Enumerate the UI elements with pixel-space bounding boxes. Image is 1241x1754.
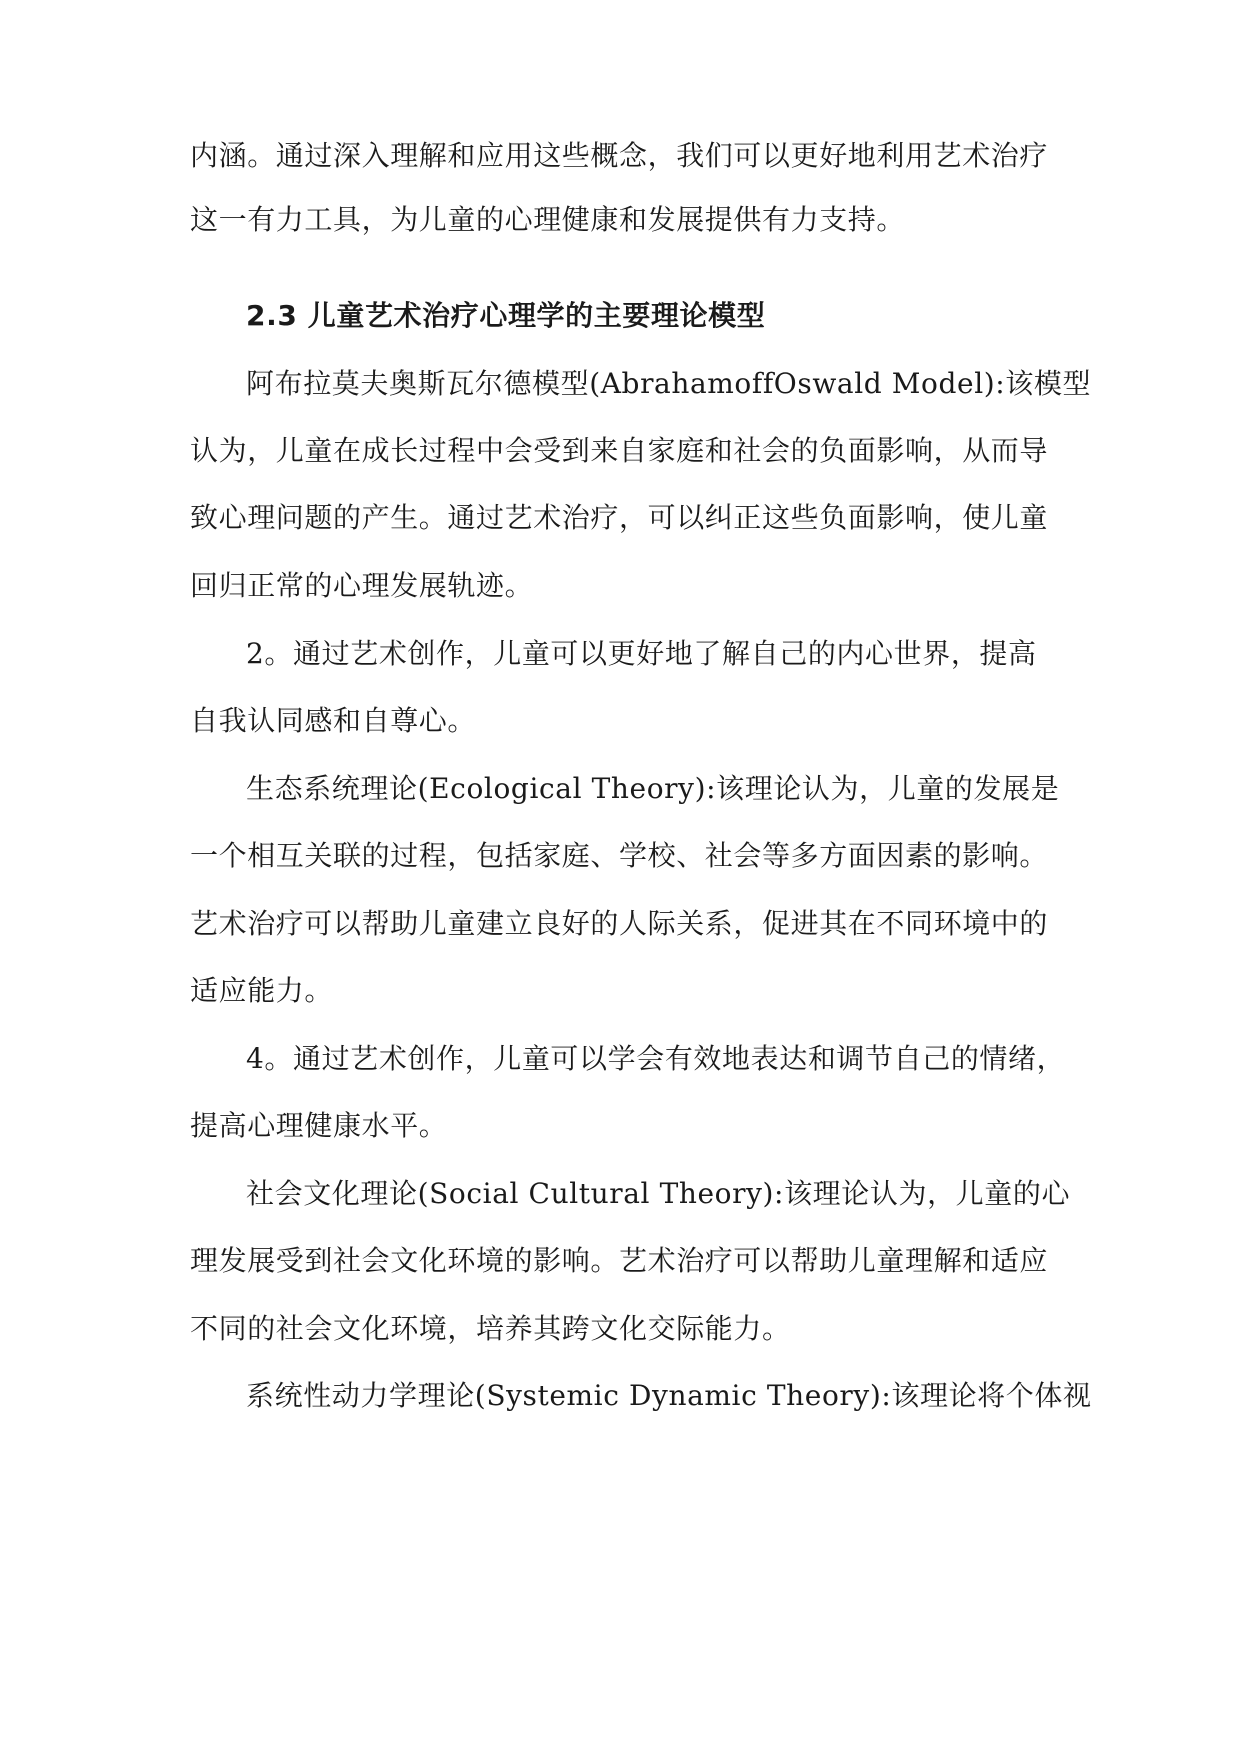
paragraph-line: 自我认同感和自尊心。 bbox=[190, 704, 477, 737]
paragraph-line: 理发展受到社会文化环境的影响。艺术治疗可以帮助儿童理解和适应 bbox=[190, 1244, 1049, 1277]
paragraph-line: 艺术治疗可以帮助儿童建立良好的人际关系，促进其在不同环境中的 bbox=[190, 907, 1049, 940]
section-heading: 2.3 儿童艺术治疗心理学的主要理论模型 bbox=[246, 299, 766, 332]
paragraph-line: 4。通过艺术创作，儿童可以学会有效地表达和调节自己的情绪， bbox=[246, 1042, 1066, 1075]
paragraph-line: 不同的社会文化环境，培养其跨文化交际能力。 bbox=[190, 1312, 791, 1345]
paragraph-line: 这一有力工具，为儿童的心理健康和发展提供有力支持。 bbox=[190, 203, 906, 236]
paragraph-line: 适应能力。 bbox=[190, 974, 334, 1007]
paragraph-line: 2。通过艺术创作，儿童可以更好地了解自己的内心世界，提高 bbox=[246, 637, 1037, 670]
paragraph-line: 生态系统理论(Ecological Theory):该理论认为，儿童的发展是 bbox=[246, 772, 1060, 805]
paragraph-line: 一个相互关联的过程，包括家庭、学校、社会等多方面因素的影响。 bbox=[190, 839, 1049, 872]
paragraph-line: 认为，儿童在成长过程中会受到来自家庭和社会的负面影响，从而导 bbox=[190, 434, 1049, 467]
paragraph-line: 提高心理健康水平。 bbox=[190, 1109, 448, 1142]
paragraph-line: 阿布拉莫夫奥斯瓦尔德模型(AbrahamoffOswald Model):该模型 bbox=[246, 367, 1092, 400]
paragraph-line: 内涵。通过深入理解和应用这些概念，我们可以更好地利用艺术治疗 bbox=[190, 139, 1049, 172]
paragraph-line: 致心理问题的产生。通过艺术治疗，可以纠正这些负面影响，使儿童 bbox=[190, 501, 1049, 534]
paragraph-line: 回归正常的心理发展轨迹。 bbox=[190, 569, 534, 602]
paragraph-line: 系统性动力学理论(Systemic Dynamic Theory):该理论将个体视 bbox=[246, 1379, 1092, 1412]
paragraph-line: 社会文化理论(Social Cultural Theory):该理论认为，儿童的心 bbox=[246, 1177, 1071, 1210]
